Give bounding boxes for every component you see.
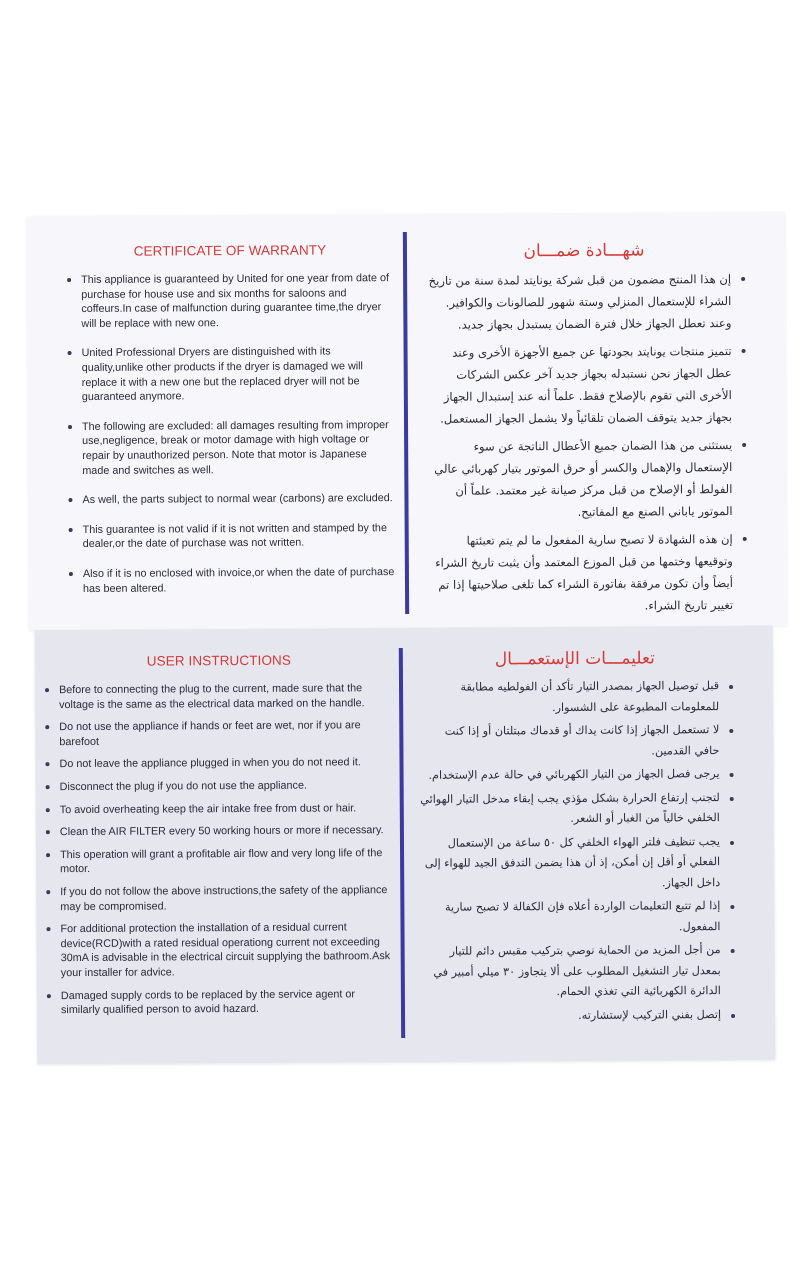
list-item: Do not leave the appliance plugged in when you do not need it. bbox=[45, 755, 393, 772]
list-item: إن هذا المنتج مضمون من قبل شركة يونايتد لمدة سنة من تاريخ الشراء للإستعمال المنزلي وستة شهور للصالونات والكوافير. وعند تعطل الجهاز خلال فترة الضمان يستبدل بجهاز جديد. bbox=[423, 268, 745, 336]
instructions-title-en: USER INSTRUCTIONS bbox=[146, 652, 292, 669]
list-item: لا تستعمل الجهاز إذا كانت يداك أو قدماك مبتلتان أو إذا كنت حافي القدمين. bbox=[417, 720, 733, 763]
bullet-icon bbox=[46, 853, 50, 857]
bullet-icon bbox=[46, 890, 50, 894]
bullet-icon bbox=[45, 725, 49, 729]
list-item: As well, the parts subject to normal wear (carbons) are excluded. bbox=[68, 491, 394, 508]
bullet-icon bbox=[731, 949, 735, 953]
bullet-icon bbox=[46, 927, 50, 931]
warranty-list-en bbox=[67, 271, 395, 596]
list-item: إتصل بفني التركيب لإستشارته. bbox=[419, 1004, 735, 1026]
list-item: يستثنى من هذا الضمان جميع الأعطال الناتجة عن سوء الإستعمال والإهمال والكسر أو حرق الموتور بتيار كهربائي عالي الفولط أو الإصلاح من قبل مركز صيانة غير معتمد. علماً أن الموتور ياباني الصنع مع المفاتيح. bbox=[424, 434, 747, 524]
list-item: يرجى فصل الجهاز من التيار الكهربائي في حالة عدم الإستخدام. bbox=[418, 764, 734, 786]
list-item: This operation will grant a profitable air flow and very long life of the motor. bbox=[46, 846, 394, 877]
list-item: قبل توصيل الجهاز بمصدر التيار تأكد أن الفولطيه مطابقة للمعلومات المطبوعة على الشسوار. bbox=[417, 676, 733, 719]
bullet-icon bbox=[730, 796, 734, 800]
list-item: This guarantee is not valid if it is not written and stamped by the dealer,or the date of purchase was not written. bbox=[69, 521, 395, 552]
warranty-arabic-column bbox=[409, 212, 788, 628]
list-item: إن هذه الشهادة لا تصبح سارية المفعول ما لم يتم تعبئتها وتوقيعها وختمها من قبل الموزع المعتمد وأن يثبت تاريخ الشراء أيضاً وأن تكون مرفقة بفاتورة الشراء كما تلغى صلاحيتها إذا تم تغيير تاريخ الشراء. bbox=[425, 528, 748, 618]
bullet-icon bbox=[69, 572, 73, 576]
list-item: Also if it is no enclosed with invoice,or when the date of purchase has been altered. bbox=[69, 565, 395, 596]
warranty-list-ar bbox=[423, 268, 747, 618]
list-item: Clean the AIR FILTER every 50 working hours or more if necessary. bbox=[46, 823, 394, 840]
warranty-english-column bbox=[27, 214, 402, 630]
list-item: Do not use the appliance if hands or feet are wet, nor if you are barefoot bbox=[45, 718, 393, 749]
bullet-icon bbox=[46, 808, 50, 812]
instructions-card bbox=[35, 626, 776, 1065]
list-item: إذا لم تتبع التعليمات الواردة أعلاه فإن الكفالة لا تصبح سارية المفعول. bbox=[418, 896, 734, 939]
list-item: Disconnect the plug if you do not use the appliance. bbox=[46, 778, 394, 795]
instructions-arabic-column bbox=[407, 626, 776, 1062]
bullet-icon bbox=[729, 685, 733, 689]
list-item: For additional protection the installation of a residual current device(RCD)with a rated residual operationg current not exceeding 30mA is advisable in the electrical circuit supplying the bathroom.Ask your installer for advice. bbox=[46, 920, 394, 980]
bullet-icon bbox=[730, 840, 734, 844]
list-item: This appliance is guaranteed by United for one year from date of purchase for house use and six months for saloons and coffeurs.In case of malfunction during guarantee time,the dryer will be replace with new one. bbox=[67, 271, 393, 331]
bullet-icon bbox=[730, 905, 734, 909]
bullet-icon bbox=[46, 830, 50, 834]
bullet-icon bbox=[45, 763, 49, 767]
bullet-icon bbox=[731, 1013, 735, 1017]
bullet-icon bbox=[47, 994, 51, 998]
bullet-icon bbox=[68, 351, 72, 355]
bullet-icon bbox=[742, 443, 746, 447]
list-item: To avoid overheating keep the air intake free from dust or hair. bbox=[46, 801, 394, 818]
list-item: لتجنب إرتفاع الحرارة بشكل مؤذي يجب إبقاء مدخل التيار الهوائي الخلفي خالياً من الغبار أو الشعر. bbox=[418, 787, 734, 830]
list-item: Before to connecting the plug to the current, made sure that the voltage is the same as the electrical data marked on the handle. bbox=[45, 681, 393, 712]
bullet-icon bbox=[741, 277, 745, 281]
bullet-icon bbox=[743, 537, 747, 541]
list-item: يجب تنظيف فلتر الهواء الخلفي كل ٥٠ ساعة من الإستعمال الفعلي أو أقل إن أمكن، إذ أن هذا يضمن التدفق الجيد للهواء إلى داخل الجهاز. bbox=[418, 831, 734, 894]
bullet-icon bbox=[68, 425, 72, 429]
list-item: Damaged supply cords to be replaced by the service agent or similarly qualified person to avoid hazard. bbox=[47, 987, 395, 1018]
instructions-list-ar bbox=[417, 676, 735, 1027]
column-divider bbox=[399, 648, 405, 1038]
bullet-icon bbox=[67, 278, 71, 282]
list-item: من أجل المزيد من الحماية نوصي بتركيب مقبس دائم للتيار بمعدل تيار التشغيل المطلوب على ألا يتجاوز ٣٠ ميلي أمبير في الدائرة الكهربائية التي تغذي الحمام. bbox=[419, 940, 735, 1003]
bullet-icon bbox=[729, 729, 733, 733]
bullet-icon bbox=[46, 785, 50, 789]
instructions-title-ar: تعليمـــات الإستعمـــال bbox=[494, 648, 655, 670]
bullet-icon bbox=[68, 498, 72, 502]
list-item: The following are excluded: all damages resulting from improper use,negligence, break or motor damage with high voltage or repair by unauthorized person. Note that motor is Japanese made and switches as well. bbox=[68, 418, 394, 478]
bullet-icon bbox=[730, 773, 734, 777]
warranty-card bbox=[27, 212, 788, 631]
warranty-title-en: CERTIFICATE OF WARRANTY bbox=[133, 242, 327, 259]
bullet-icon bbox=[45, 688, 49, 692]
instructions-list-en bbox=[45, 681, 395, 1018]
list-item: تتميز منتجات يونايتد بجودتها عن جميع الأجهزة الأخرى وعند عطل الجهاز نحن نستبدله بجهاز جديد آخر عكس الشركات الأخرى التي تقوم بالإصلاح فقط. علماً أنه عند إستبدال الجهاز بجهاز جديد يتوقف الضمان تلقائياً ولا يشمل الجهاز المستعمل. bbox=[424, 340, 747, 430]
instructions-english-column bbox=[35, 628, 400, 1064]
warranty-title-ar: شهـــادة ضمـــان bbox=[523, 240, 645, 262]
list-item: If you do not follow the above instructions,the safety of the appliance may be compromised. bbox=[46, 883, 394, 914]
bullet-icon bbox=[742, 349, 746, 353]
list-item: United Professional Dryers are distinguished with its quality,unlike other products if the dryer is damaged we will replace it with a new one but the replaced dryer will not be guaranteed anymore. bbox=[68, 344, 394, 404]
bullet-icon bbox=[69, 528, 73, 532]
